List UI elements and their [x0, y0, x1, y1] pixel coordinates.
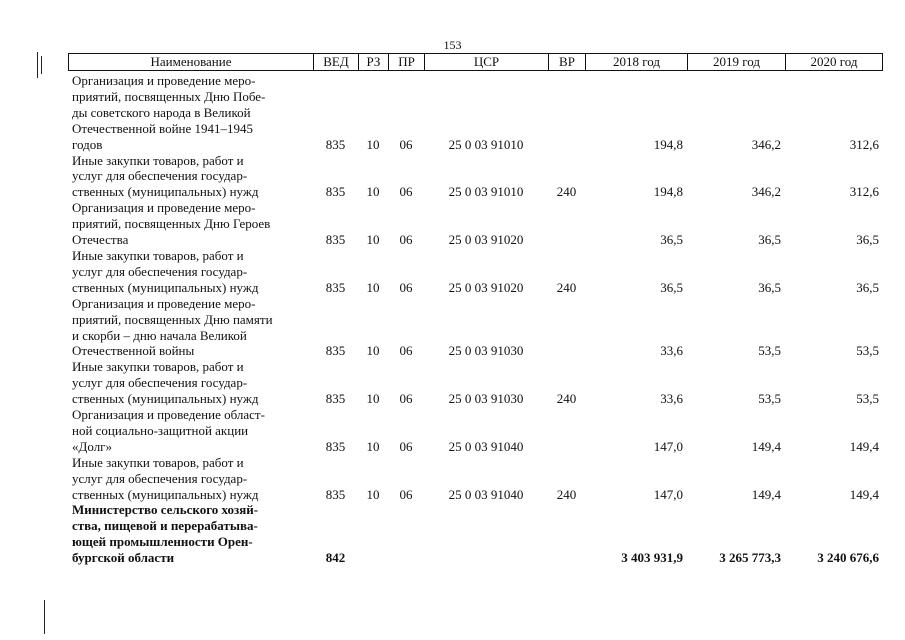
row-name-line: ства, пищевой и перерабатыва-	[72, 518, 258, 534]
row-pr: 06	[399, 232, 413, 248]
row-name	[68, 200, 313, 248]
row-ved: 835	[325, 184, 346, 200]
table-row	[68, 455, 883, 503]
row-y2020: 3 240 676,6	[817, 550, 879, 566]
row-name-line: Отечества	[72, 232, 129, 248]
row-name-line: Иные закупки товаров, работ и	[72, 152, 244, 168]
row-vr: 240	[556, 391, 577, 407]
row-y2019: 36,5	[758, 232, 781, 248]
row-csr: 25 0 03 91040	[448, 486, 524, 502]
row-y2019: 346,2	[751, 184, 781, 200]
row-name-line: ственных (муниципальных) нужд	[72, 184, 259, 200]
page-number: 153	[443, 38, 462, 52]
row-name-line: Организация и проведение област-	[72, 407, 265, 423]
row-ved: 835	[325, 279, 346, 295]
row-ved: 835	[325, 438, 346, 454]
row-y2020: 312,6	[849, 184, 879, 200]
row-name-line: и скорби – дню начала Великой	[72, 327, 247, 343]
row-ved: 835	[325, 391, 346, 407]
row-name-line: приятий, посвященных Дню Героев	[72, 216, 271, 232]
header-vr: ВР	[548, 53, 585, 71]
row-name	[68, 502, 313, 566]
row-y2020: 36,5	[856, 279, 879, 295]
row-name	[68, 248, 313, 296]
row-name-line: Иные закупки товаров, работ и	[72, 454, 244, 470]
row-name-line: ственных (муниципальных) нужд	[72, 391, 259, 407]
table-row	[68, 200, 883, 248]
row-ved: 835	[325, 136, 346, 152]
header-rz: РЗ	[358, 53, 388, 71]
row-y2020: 149,4	[849, 438, 879, 454]
scan-mark	[37, 52, 38, 78]
row-name-line: Иные закупки товаров, работ и	[72, 359, 244, 375]
row-vr: 240	[556, 486, 577, 502]
row-pr: 06	[399, 486, 413, 502]
row-name-line: ственных (муниципальных) нужд	[72, 279, 259, 295]
row-name-line: бургской области	[72, 550, 175, 566]
row-csr: 25 0 03 91010	[448, 184, 524, 200]
row-y2020: 53,5	[856, 391, 879, 407]
row-y2020: 149,4	[849, 486, 879, 502]
row-name-line: приятий, посвященных Дню Побе-	[72, 88, 266, 104]
row-name	[68, 153, 313, 201]
table-row	[68, 359, 883, 407]
row-y2019: 53,5	[758, 343, 781, 359]
table-row	[68, 73, 883, 153]
row-name	[68, 73, 313, 153]
row-name-line: Иные закупки товаров, работ и	[72, 247, 244, 263]
row-pr: 06	[399, 184, 413, 200]
row-rz: 10	[366, 486, 380, 502]
row-ved: 835	[325, 232, 346, 248]
row-name-line: Министерство сельского хозяй-	[72, 502, 259, 518]
header-2018: 2018 год	[585, 53, 687, 71]
row-y2018: 194,8	[653, 184, 683, 200]
row-rz: 10	[366, 136, 380, 152]
row-rz: 10	[366, 391, 380, 407]
scan-mark	[44, 600, 45, 634]
row-name-line: услуг для обеспечения государ-	[72, 470, 248, 486]
row-csr: 25 0 03 91010	[448, 136, 524, 152]
row-vr: 240	[556, 184, 577, 200]
row-rz: 10	[366, 279, 380, 295]
header-name: Наименование	[68, 53, 313, 71]
table-row	[68, 502, 883, 566]
row-y2018: 33,6	[660, 343, 683, 359]
row-pr: 06	[399, 279, 413, 295]
row-ved: 835	[325, 486, 346, 502]
row-y2019: 36,5	[758, 279, 781, 295]
row-pr: 06	[399, 136, 413, 152]
header-ved: ВЕД	[313, 53, 358, 71]
row-name-line: услуг для обеспечения государ-	[72, 168, 248, 184]
table-body	[68, 73, 883, 566]
row-csr: 25 0 03 91020	[448, 279, 524, 295]
table-header	[68, 53, 883, 71]
scan-mark	[41, 56, 42, 74]
row-y2018: 147,0	[653, 486, 683, 502]
row-y2018: 33,6	[660, 391, 683, 407]
row-name-line: ющей промышленности Орен-	[72, 534, 253, 550]
row-rz: 10	[366, 232, 380, 248]
row-y2019: 149,4	[751, 486, 781, 502]
row-vr: 240	[556, 279, 577, 295]
row-name-line: ды советского народа в Великой	[72, 104, 251, 120]
row-y2018: 36,5	[660, 279, 683, 295]
row-name-line: Отечественной войне 1941–1945	[72, 120, 254, 136]
row-name-line: Организация и проведение меро-	[72, 295, 256, 311]
row-y2019: 3 265 773,3	[719, 550, 781, 566]
row-name-line: ной социально-защитной акции	[72, 422, 249, 438]
row-name	[68, 455, 313, 503]
row-csr: 25 0 03 91020	[448, 232, 524, 248]
row-name-line: услуг для обеспечения государ-	[72, 263, 248, 279]
row-rz: 10	[366, 438, 380, 454]
table-row	[68, 248, 883, 296]
row-name	[68, 359, 313, 407]
row-y2019: 346,2	[751, 136, 781, 152]
header-csr: ЦСР	[424, 53, 548, 71]
table-row	[68, 296, 883, 360]
row-ved: 835	[325, 343, 346, 359]
row-name-line: ственных (муниципальных) нужд	[72, 486, 259, 502]
row-pr: 06	[399, 343, 413, 359]
row-name	[68, 296, 313, 360]
row-name-line: приятий, посвященных Дню памяти	[72, 311, 273, 327]
row-y2018: 3 403 931,9	[621, 550, 683, 566]
row-y2020: 312,6	[849, 136, 879, 152]
row-y2018: 194,8	[653, 136, 683, 152]
table-row	[68, 153, 883, 201]
header-2020: 2020 год	[785, 53, 883, 71]
row-y2018: 147,0	[653, 438, 683, 454]
row-y2020: 53,5	[856, 343, 879, 359]
table-row	[68, 407, 883, 455]
row-name-line: услуг для обеспечения государ-	[72, 375, 248, 391]
row-name-line: Отечественной войны	[72, 343, 195, 359]
row-name-line: «Долг»	[72, 438, 113, 454]
row-csr: 25 0 03 91030	[448, 343, 524, 359]
row-y2020: 36,5	[856, 232, 879, 248]
header-pr: ПР	[388, 53, 424, 71]
row-pr: 06	[399, 438, 413, 454]
row-name-line: Организация и проведение меро-	[72, 73, 256, 88]
row-csr: 25 0 03 91030	[448, 391, 524, 407]
row-name-line: Организация и проведение меро-	[72, 200, 256, 216]
row-y2018: 36,5	[660, 232, 683, 248]
row-y2019: 149,4	[751, 438, 781, 454]
row-name	[68, 407, 313, 455]
row-name-line: годов	[72, 136, 103, 152]
row-ved: 842	[325, 550, 346, 566]
row-rz: 10	[366, 184, 380, 200]
header-2019: 2019 год	[687, 53, 785, 71]
row-csr: 25 0 03 91040	[448, 438, 524, 454]
row-pr: 06	[399, 391, 413, 407]
row-y2019: 53,5	[758, 391, 781, 407]
row-rz: 10	[366, 343, 380, 359]
